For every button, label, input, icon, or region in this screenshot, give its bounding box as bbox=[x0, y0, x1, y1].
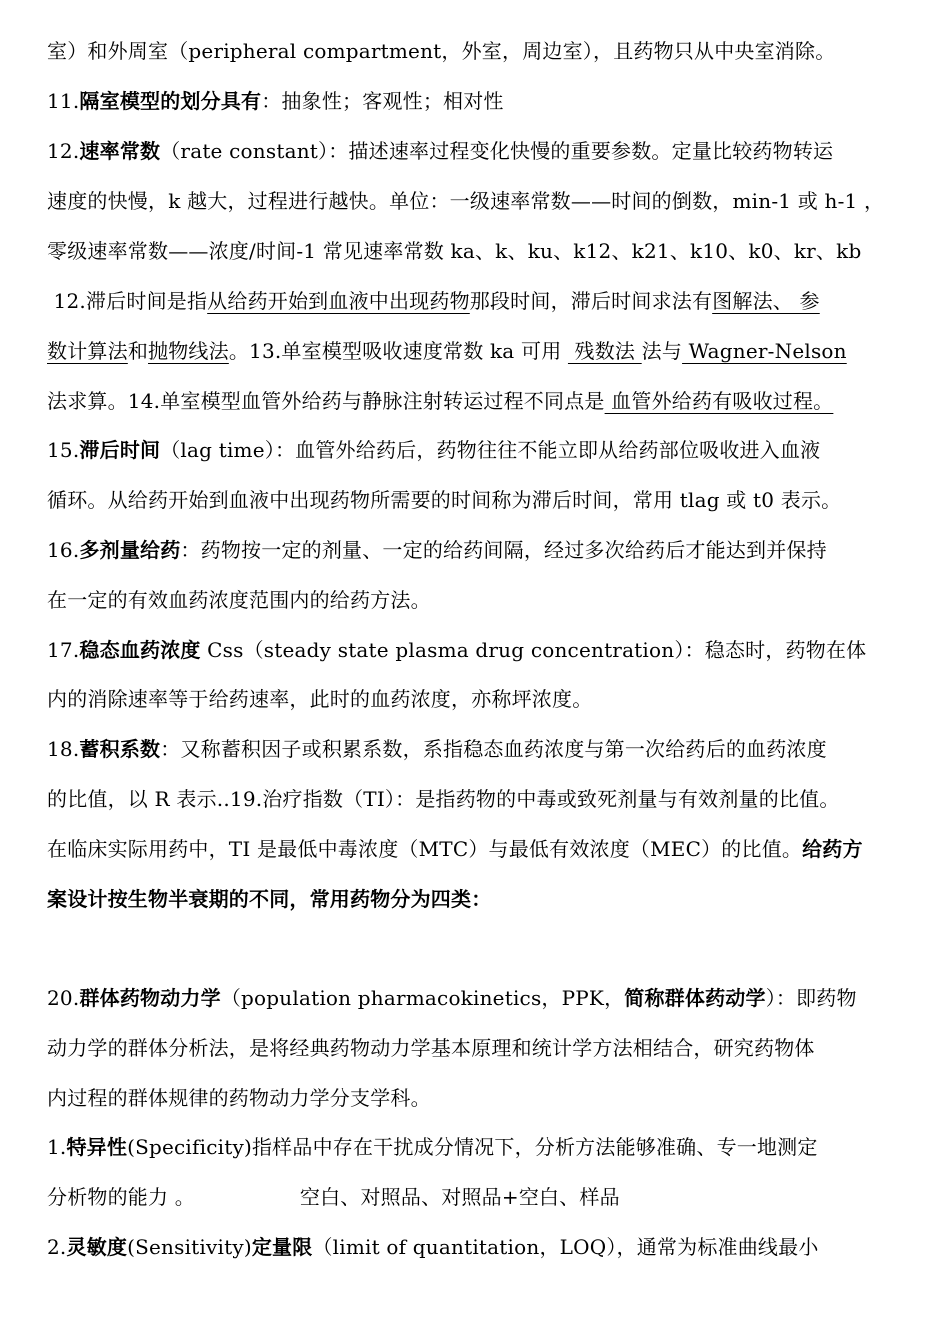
text-run: 20. bbox=[47, 986, 80, 1010]
text-run: （rate constant）：描述速率过程变化快慢的重要参数。定量比较药物转运 bbox=[160, 139, 834, 163]
text-line bbox=[47, 736, 907, 762]
bold-term: 隔室模型的划分具有 bbox=[79, 89, 262, 113]
text-line bbox=[47, 537, 907, 563]
text-line bbox=[47, 138, 907, 164]
text-run: 1. bbox=[47, 1135, 67, 1159]
text-run: 速度的快慢，k 越大，过程进行越快。单位：一级速率常数——时间的倒数，min-1 或 h-1 ， bbox=[47, 189, 885, 213]
text-run: 17. bbox=[47, 638, 80, 662]
text-run: 室）和外周室（peripheral compartment，外室，周边室），且药物只从中央室消除。 bbox=[47, 39, 836, 63]
bold-term: 速率常数 bbox=[79, 139, 161, 163]
text-run: 在临床实际用药中，TI 是最低中毒浓度（MTC）与最低有效浓度（MEC）的比值。 bbox=[47, 837, 803, 861]
bold-term: 蓄积系数 bbox=[79, 737, 161, 761]
text-run: 。13.单室模型吸收速度常数 ka 可用 bbox=[228, 339, 568, 363]
text-line bbox=[47, 288, 907, 314]
underlined-text: 数计算法 bbox=[47, 339, 128, 363]
text-run: ：药物按一定的剂量、一定的给药间隔，经过多次给药后才能达到并保持 bbox=[180, 538, 827, 562]
text-line bbox=[47, 886, 907, 912]
bold-term: 特异性 bbox=[66, 1135, 128, 1159]
text-line bbox=[47, 188, 907, 214]
text-line bbox=[47, 388, 907, 414]
text-run: 那段时间，滞后时间求法有 bbox=[469, 289, 713, 313]
text-line bbox=[47, 985, 907, 1011]
text-run: 16. bbox=[47, 538, 80, 562]
text-run: 法与 bbox=[641, 339, 683, 363]
text-line bbox=[47, 437, 907, 463]
text-run: 零级速率常数——浓度/时间-1 常见速率常数 ka、k、ku、k12、k21、k10、k0、kr、kb bbox=[47, 239, 862, 263]
text-line bbox=[47, 1085, 907, 1111]
text-run: (Sensitivity) bbox=[127, 1235, 252, 1259]
text-line bbox=[47, 686, 907, 712]
underlined-text: Wagner-Nelson bbox=[682, 339, 847, 363]
text-run: 的比值，以 R 表示..19.治疗指数（TI）：是指药物的中毒或致死剂量与有效剂量的比值。 bbox=[47, 787, 840, 811]
text-line bbox=[47, 786, 907, 812]
text-line bbox=[47, 238, 907, 264]
text-run: 内过程的群体规律的药物动力学分支学科。 bbox=[47, 1086, 431, 1110]
bold-term: 群体药物动力学 bbox=[79, 986, 221, 1010]
bold-term: 灵敏度 bbox=[66, 1235, 128, 1259]
text-line bbox=[47, 836, 907, 862]
text-run: 法求算。14.单室模型血管外给药与静脉注射转运过程不同点是 bbox=[47, 389, 605, 413]
text-run: 18. bbox=[47, 737, 80, 761]
text-run: 循环。从给药开始到血液中出现药物所需要的时间称为滞后时间，常用 tlag 或 t0 表示。 bbox=[47, 488, 842, 512]
text-line bbox=[47, 1234, 907, 1260]
text-run: （population pharmacokinetics，PPK， bbox=[220, 986, 625, 1010]
text-run: 分析物的能力 。 空白、对照品、对照品+空白、样品 bbox=[47, 1185, 620, 1209]
text-run: 在一定的有效血药浓度范围内的给药方法。 bbox=[47, 588, 431, 612]
text-run: 12.滞后时间是指 bbox=[47, 289, 208, 313]
text-run: ：又称蓄积因子或积累系数，系指稳态血药浓度与第一次给药后的血药浓度 bbox=[160, 737, 827, 761]
bold-term: 简称群体药动学 bbox=[624, 986, 766, 1010]
text-line bbox=[47, 338, 907, 364]
text-run: Css（steady state plasma drug concentration）：稳态时，药物在体 bbox=[200, 638, 867, 662]
bold-term: 滞后时间 bbox=[79, 438, 161, 462]
text-line bbox=[47, 88, 907, 114]
text-run: 和 bbox=[127, 339, 149, 363]
text-line bbox=[47, 587, 907, 613]
text-run: （lag time）：血管外给药后，药物往往不能立即从给药部位吸收进入血液 bbox=[160, 438, 821, 462]
underlined-text: 图解法、 参 bbox=[712, 289, 820, 313]
text-run: 15. bbox=[47, 438, 80, 462]
bold-term: 案设计按生物半衰期的不同，常用药物分为四类： bbox=[47, 887, 492, 911]
text-line bbox=[47, 637, 907, 663]
text-run: (Specificity)指样品中存在干扰成分情况下，分析方法能够准确、专一地测定 bbox=[127, 1135, 818, 1159]
underlined-text: 血管外给药有吸收过程。 bbox=[604, 389, 834, 413]
bold-term: 稳态血药浓度 bbox=[79, 638, 201, 662]
bold-term: 给药方 bbox=[802, 837, 863, 861]
text-run: （limit of quantitation，LOQ），通常为标准曲线最小 bbox=[312, 1235, 819, 1259]
text-line bbox=[47, 487, 907, 513]
text-run: 动力学的群体分析法，是将经典药物动力学基本原理和统计学方法相结合，研究药物体 bbox=[47, 1036, 815, 1060]
text-line bbox=[47, 1134, 907, 1160]
underlined-text: 从给药开始到血液中出现药物 bbox=[207, 289, 470, 313]
text-line bbox=[47, 1035, 907, 1061]
text-run: ）：即药物 bbox=[765, 986, 857, 1010]
bold-term: 多剂量给药 bbox=[79, 538, 181, 562]
text-run: 2. bbox=[47, 1235, 67, 1259]
bold-term: 定量限 bbox=[251, 1235, 313, 1259]
text-line bbox=[47, 38, 907, 64]
underlined-text: 抛物线法 bbox=[148, 339, 229, 363]
text-line bbox=[47, 1184, 907, 1210]
text-run: 12. bbox=[47, 139, 80, 163]
text-run: ：抽象性；客观性；相对性 bbox=[261, 89, 504, 113]
text-run: 11. bbox=[47, 89, 80, 113]
underlined-text: 残数法 bbox=[567, 339, 642, 363]
text-run: 内的消除速率等于给药速率，此时的血药浓度，亦称坪浓度。 bbox=[47, 687, 593, 711]
